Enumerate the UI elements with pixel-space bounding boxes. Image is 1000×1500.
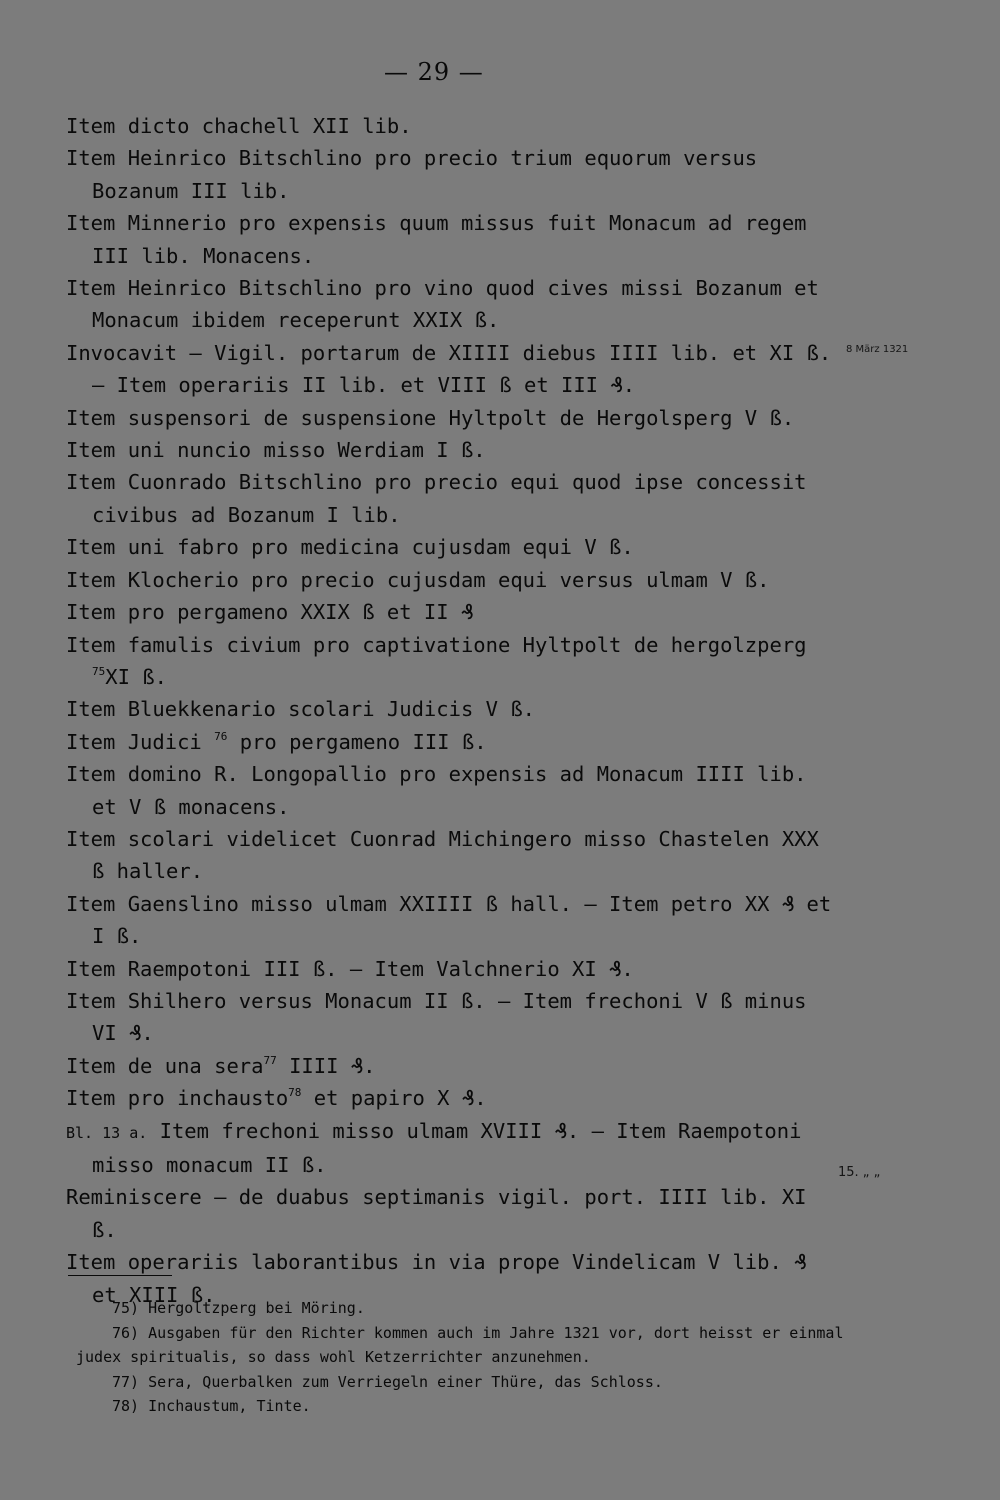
- entry-famulis: [66, 629, 836, 694]
- entry-text: Item Judici: [66, 729, 215, 754]
- main-text: [66, 110, 836, 1311]
- margin-date-note: 8 März 1321: [846, 344, 909, 355]
- entry-text: Item de una sera: [66, 1053, 264, 1078]
- entry-domino: Item domino R. Longopallio pro expensis ad Monacum IIII lib. et V ß monacens.: [66, 762, 807, 819]
- entry-raempotoni: Item Raempotoni III ß. — Item Valchnerio XI ₰.: [66, 956, 634, 981]
- entry-reminiscere: Reminiscere — de duabus septimanis vigil. port. IIII lib. XI ß.: [66, 1185, 807, 1242]
- footnote: 78) Inchaustum, Tinte.: [112, 1397, 311, 1415]
- entry-text: et papiro X ₰.: [301, 1086, 487, 1111]
- entry-line: Invocavit — Vigil. portarum de XIIII diebus IIII lib. et XI ß. — Item operariis II lib. et VIII ß et III ₰.: [66, 340, 832, 398]
- margin-date-note: 15. „ „: [838, 1165, 881, 1180]
- entry-text: Item famulis civium pro captivatione Hyltpolt de hergolzperg: [66, 632, 807, 657]
- entry-gaenslino: Item Gaenslino misso ulmam XXIIII ß hall. — Item petro XX ₰ et I ß.: [66, 891, 832, 949]
- entry-line: Item Cuonrado Bitschlino pro precio equi quod ipse concessit civibus ad Bozanum I lib.: [66, 470, 807, 527]
- entry-bl: [66, 1115, 836, 1182]
- entry-inchausto: [66, 1082, 836, 1114]
- folio-reference: Bl. 13 a.: [66, 1123, 148, 1142]
- footnote-ref: 75: [92, 664, 106, 678]
- entry-judici: [66, 726, 836, 758]
- page-number: — 29 —: [384, 58, 484, 86]
- entry-line: Item uni nuncio misso Werdiam I ß.: [66, 438, 486, 463]
- entry-sera: [66, 1050, 836, 1082]
- entry-line: Item Heinrico Bitschlino pro vino quod cives missi Bozanum et Monacum ibidem receperunt XXIX ß.: [66, 276, 819, 333]
- entry-line: Item suspensori de suspensione Hyltpolt de Hergolsperg V ß.: [66, 405, 795, 430]
- footnote: 77) Sera, Querbalken zum Verriegeln einer Thüre, das Schloss.: [112, 1372, 663, 1391]
- footnote-ref: 78: [288, 1086, 302, 1100]
- footnote-ref: 76: [214, 729, 228, 743]
- footnote: 76) Ausgaben für den Richter kommen auch im Jahre 1321 vor, dort heisst er einmal judex spiritualis, so dass wohl Ketzerrichter anzunehmen.: [76, 1323, 844, 1366]
- entry-text: IIII ₰.: [276, 1053, 376, 1078]
- entry-line: Item dicto chachell XII lib.: [66, 114, 412, 138]
- entry-operariis: Item operariis laborantibus in via prope Vindelicam V lib. ₰ et XIII ß.: [66, 1250, 807, 1307]
- entry-line: Item uni fabro pro medicina cujusdam equi V ß.: [66, 535, 634, 560]
- entry-line: Item pro pergameno XXIX ß et II ₰: [66, 600, 474, 625]
- entry-text: Item frechoni misso ulmam XVIII ₰. — Item Raempotoni misso monacum II ß.: [92, 1118, 802, 1177]
- footnote: 75) Hergoltzperg bei Möring.: [112, 1299, 365, 1317]
- footnotes: [76, 1296, 846, 1419]
- entry-scolari: Item scolari videlicet Cuonrad Michingero misso Chastelen XXX ß haller.: [66, 826, 819, 884]
- entry-text: Item pro inchausto: [66, 1086, 289, 1111]
- entry-line: Item Minnerio pro expensis quum missus fuit Monacum ad regem III lib. Monacens.: [66, 211, 807, 268]
- entry-line: Item Heinrico Bitschlino pro precio trium equorum versus Bozanum III lib.: [66, 146, 758, 203]
- entry-text: pro pergameno III ß.: [227, 729, 487, 754]
- entry-shilhero: Item Shilhero versus Monacum II ß. — Item frechoni V ß minus VI ₰.: [66, 988, 807, 1046]
- footnote-ref: 77: [263, 1053, 277, 1067]
- entry-line: Item Klocherio pro precio cujusdam equi versus ulmam V ß.: [66, 567, 770, 592]
- entry-text: XI ß.: [105, 664, 167, 689]
- footnote-separator: [68, 1275, 172, 1276]
- entry-bluekkenario: Item Bluekkenario scolari Judicis V ß.: [66, 697, 535, 722]
